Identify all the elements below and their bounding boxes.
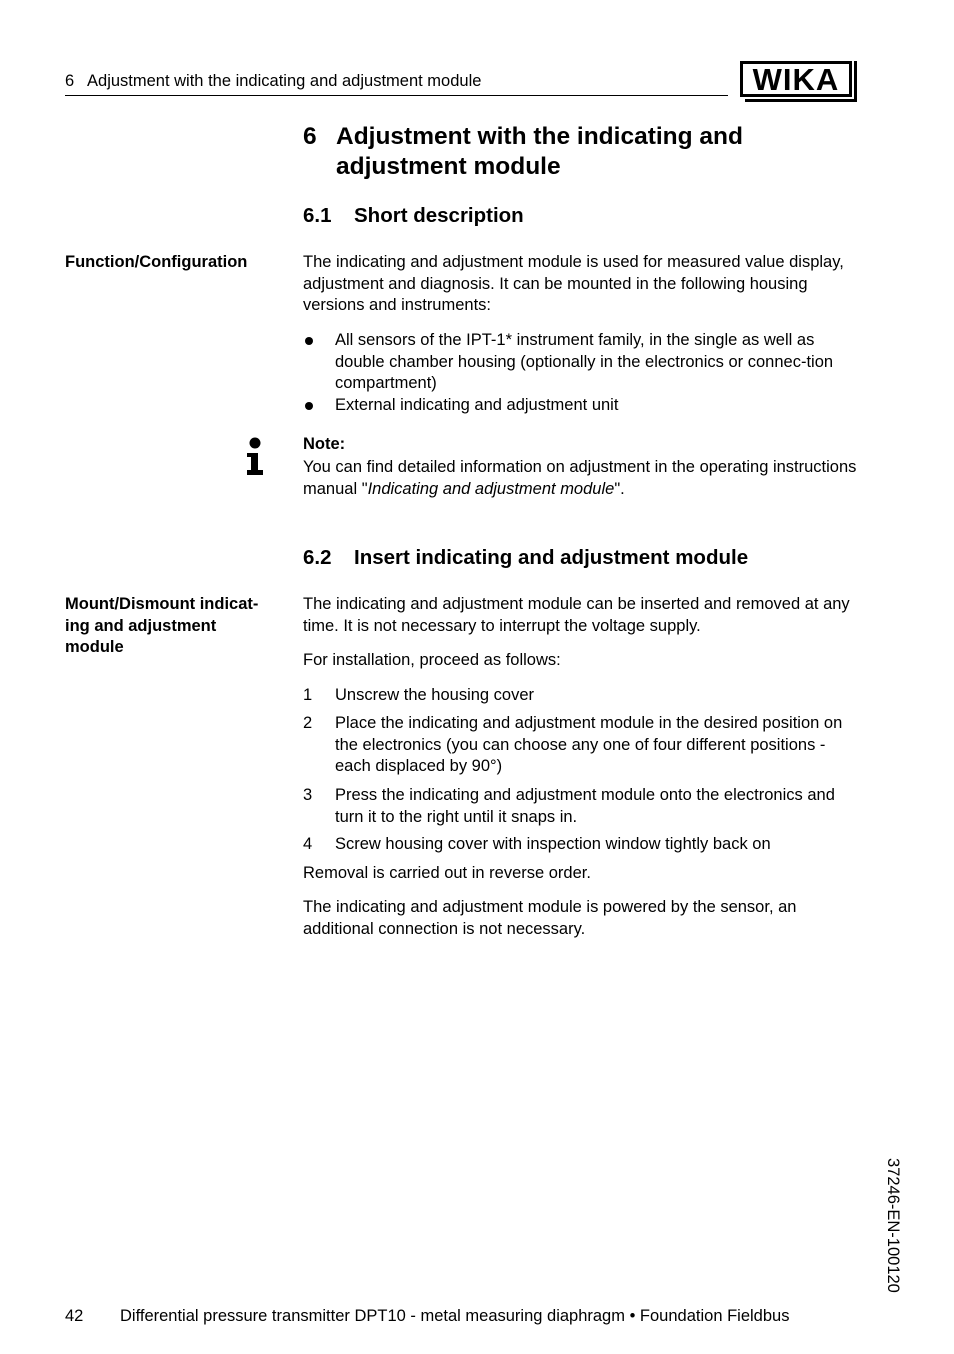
bullet-text: All sensors of the IPT-1* instrument family, in the single as well as double chamber housing (optionally in the electronics or connec-tion compartment)	[335, 331, 834, 392]
side-label-function: Function/Configuration	[65, 253, 248, 271]
step-item	[303, 685, 859, 707]
section1-intro: The indicating and adjustment module is used for measured value display, adjustment and diagnosis. It can be mounted in the following housing versions and instruments:	[303, 253, 844, 314]
wika-logo: WIKA	[740, 61, 852, 97]
info-icon	[245, 437, 265, 477]
side-label-mount	[65, 594, 285, 659]
side-label-line: ing and adjustment	[65, 616, 217, 635]
bullet-icon	[305, 402, 313, 410]
note-text-end: ".	[614, 479, 625, 498]
section-title: Short description	[354, 204, 524, 227]
bullet-text: External indicating and adjustment unit	[335, 396, 619, 414]
bullet-item	[303, 395, 859, 417]
note-text	[303, 457, 859, 500]
chapter-title-line1: Adjustment with the indicating and	[336, 123, 743, 150]
document-id: 37246-EN-100120	[884, 1158, 902, 1293]
section2-intro: The indicating and adjustment module can be inserted and removed at any time. It is not necessary to interrupt the voltage supply.	[303, 595, 850, 635]
step-item	[303, 713, 859, 778]
step-text: Unscrew the housing cover	[335, 686, 535, 704]
step-item	[303, 785, 859, 828]
section-number: 6.2	[303, 546, 332, 569]
running-header: 6 Adjustment with the indicating and adjustment module	[65, 72, 482, 90]
note-text-start: You can find detailed information on adjustment in the operating instructions manual "	[303, 458, 857, 498]
step-number: 4	[303, 835, 313, 853]
chapter-heading	[303, 122, 743, 182]
section-heading-6-2	[303, 546, 748, 570]
power-text: The indicating and adjustment module is powered by the sensor, an additional connection is not necessary.	[303, 898, 797, 938]
footer-title: Differential pressure transmitter DPT10 - metal measuring diaphragm • Foundation Fieldbus	[120, 1307, 790, 1325]
step-text: Place the indicating and adjustment module in the desired position on the electronics (you can choose any one of four different positions - each displaced by 90°)	[335, 714, 843, 775]
step-number: 2	[303, 714, 313, 732]
chapter-number: 6	[303, 123, 317, 150]
removal-text: Removal is carried out in reverse order.	[303, 864, 591, 882]
section-heading-6-1	[303, 204, 524, 228]
section-title: Insert indicating and adjustment module	[354, 546, 749, 569]
logo-shadow-bottom	[745, 99, 857, 102]
note-manual-title: Indicating and adjustment module	[367, 479, 615, 498]
side-label-line: Mount/Dismount indicat-	[65, 595, 259, 613]
page-number: 42	[65, 1307, 84, 1325]
step-item	[303, 834, 859, 856]
bullet-icon	[305, 337, 313, 345]
step-number: 3	[303, 786, 313, 804]
section-number: 6.1	[303, 204, 332, 227]
note-label: Note:	[303, 435, 346, 453]
step-text: Press the indicating and adjustment module onto the electronics and turn it to the right until it snaps in.	[335, 786, 835, 826]
bullet-item	[303, 330, 859, 395]
logo-shadow-right	[854, 61, 857, 102]
header-rule	[65, 95, 728, 96]
install-lead: For installation, proceed as follows:	[303, 651, 561, 669]
chapter-title-line2: adjustment module	[336, 153, 561, 180]
step-text: Screw housing cover with inspection window tightly back on	[335, 835, 771, 853]
side-label-line: module	[65, 638, 124, 656]
step-number: 1	[303, 686, 313, 704]
